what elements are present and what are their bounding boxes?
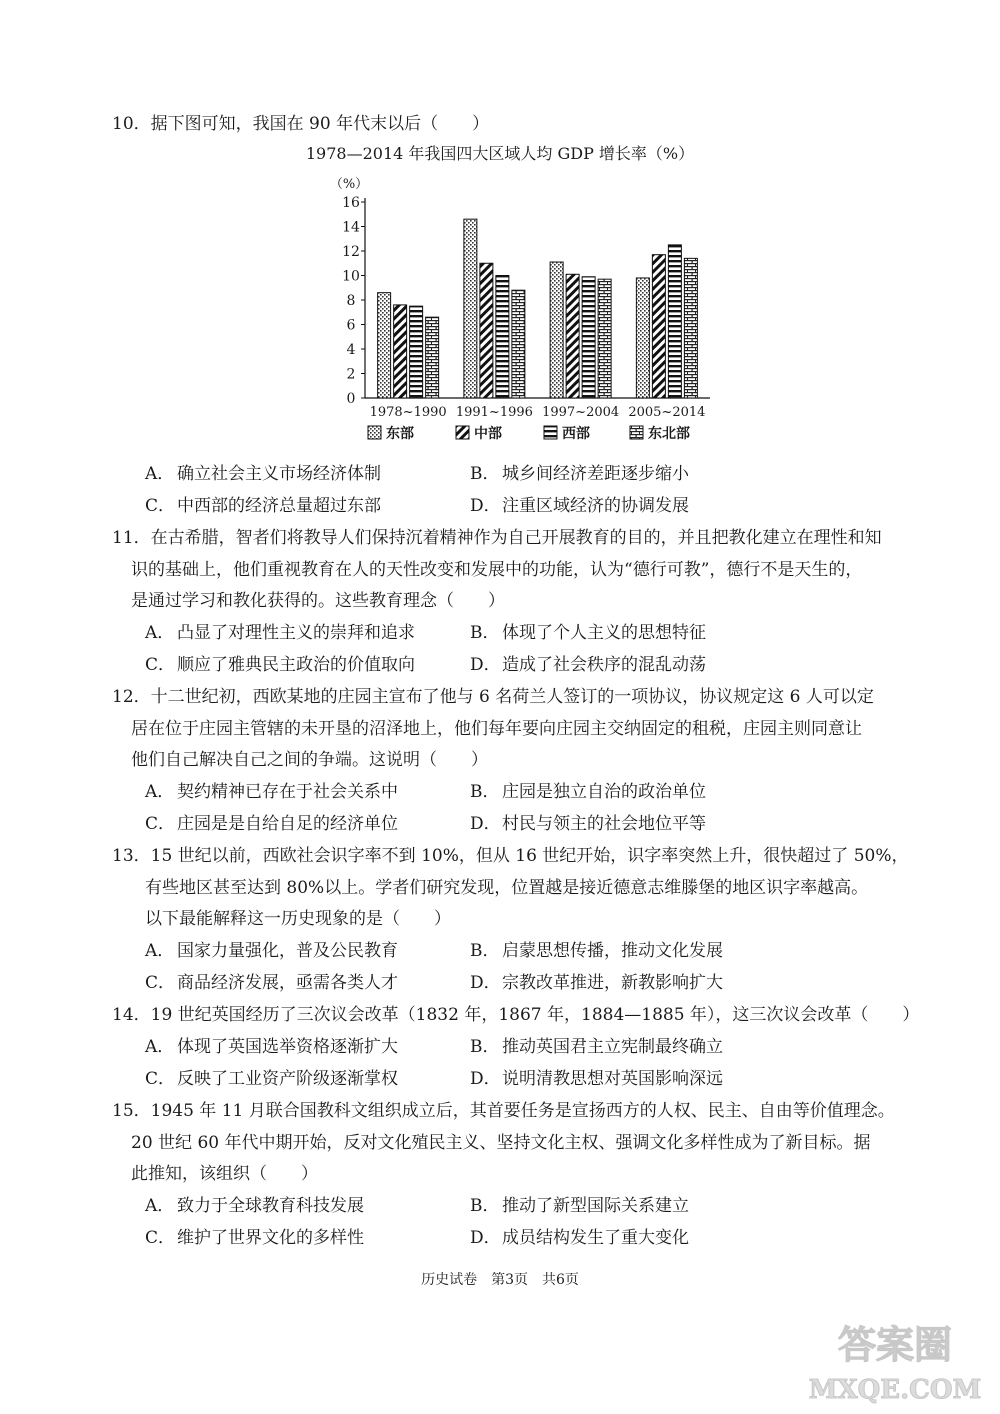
q12-option-a[interactable] — [145, 780, 398, 804]
option-text: 推动英国君主立宪制最终确立 — [502, 1037, 723, 1057]
bar — [668, 245, 681, 398]
option-key: D． — [470, 814, 501, 834]
option-text: 庄园是独立自治的政治单位 — [502, 782, 706, 802]
legend-swatch — [544, 426, 557, 439]
legend-label: 中部 — [474, 426, 502, 442]
y-tick-label: 0 — [346, 391, 356, 407]
q11-stem-line: 11．在古希腊，智者们将教导人们保持沉着精神作为自己开展教育的目的，并且把教化建立在理性和知 — [112, 528, 882, 548]
q10-option-a[interactable] — [145, 462, 381, 486]
q13-stem-line: 13．15 世纪以前，西欧社会识字率不到 10%，但从 16 世纪开始，识字率突然上升，很快超过了 50%， — [112, 846, 909, 866]
option-text: 国家力量强化，普及公民教育 — [177, 941, 398, 961]
chart-title: 1978—2014 年我国四大区域人均 GDP 增长率（%） — [305, 144, 695, 163]
q11-stem-line: 识的基础上，他们重视教育在人的天性改变和发展中的功能，认为“德行可教”，德行不是天生的， — [131, 560, 863, 580]
y-tick-label: 10 — [342, 268, 360, 285]
watermark-logo — [800, 1318, 990, 1406]
x-tick-label: 1991~1996 — [455, 405, 533, 420]
q15-option-d[interactable] — [470, 1226, 689, 1250]
option-text: 体现了个人主义的思想特征 — [502, 623, 706, 643]
option-key: C． — [145, 1228, 176, 1248]
bar — [598, 279, 611, 398]
bar — [480, 263, 493, 398]
q12-stem-line: 居在位于庄园主管辖的未开垦的沼泽地上，他们每年要向庄园主交纳固定的租税，庄园主则同意让 — [131, 719, 862, 739]
q14-option-c[interactable] — [145, 1067, 398, 1091]
legend-swatch — [368, 426, 381, 439]
option-key: B． — [470, 464, 500, 484]
watermark-bottom: MXQE.COM — [808, 1375, 982, 1405]
option-text: 推动了新型国际关系建立 — [502, 1196, 689, 1216]
option-text: 中西部的经济总量超过东部 — [177, 496, 381, 516]
gdp-growth-bar-chart — [320, 170, 720, 450]
q15-option-c[interactable] — [145, 1226, 364, 1250]
y-tick-label: 6 — [346, 317, 356, 334]
option-key: A． — [145, 941, 175, 961]
option-text: 维护了世界文化的多样性 — [177, 1228, 364, 1248]
option-key: B． — [470, 941, 500, 961]
bar — [394, 305, 407, 398]
option-key: C． — [145, 973, 176, 993]
bar — [684, 258, 697, 398]
legend-swatch — [456, 426, 469, 439]
q15-option-a[interactable] — [145, 1194, 364, 1218]
q11-option-c[interactable] — [145, 653, 415, 677]
option-text: 注重区域经济的协调发展 — [502, 496, 689, 516]
option-key: D． — [470, 655, 501, 675]
option-key: A． — [145, 1196, 175, 1216]
bar — [378, 293, 391, 398]
option-key: D． — [470, 973, 501, 993]
y-tick-label: 14 — [342, 219, 360, 236]
option-text: 庄园是是自给自足的经济单位 — [177, 814, 398, 834]
option-text: 体现了英国选举资格逐渐扩大 — [177, 1037, 398, 1057]
q14-option-a[interactable] — [145, 1035, 398, 1059]
q12-stem-line: 他们自己解决自己之间的争端。这说明（ ） — [131, 750, 488, 770]
y-tick-label: 2 — [346, 366, 356, 383]
option-key: D． — [470, 1228, 501, 1248]
y-tick-label: 4 — [346, 342, 356, 358]
option-key: C． — [145, 655, 176, 675]
option-text: 成员结构发生了重大变化 — [502, 1228, 689, 1248]
q13-option-c[interactable] — [145, 971, 398, 995]
bar — [496, 276, 509, 399]
bar — [410, 306, 423, 398]
option-text: 说明清教思想对英国影响深远 — [502, 1069, 723, 1089]
q12-stem-line: 12．十二世纪初，西欧某地的庄园主宣布了他与 6 名荷兰人签订的一项协议，协议规定这 6 人可以定 — [112, 687, 874, 707]
q10-option-c[interactable] — [145, 494, 381, 518]
y-tick-label: 16 — [342, 195, 360, 211]
option-text: 造成了社会秩序的混乱动荡 — [502, 655, 706, 675]
q13-stem-line: 有些地区甚至达到 80%以上。学者们研究发现，位置越是接近德意志维滕堡的地区识字率越高。 — [145, 878, 869, 898]
option-text: 致力于全球教育科技发展 — [177, 1196, 364, 1216]
bar — [512, 290, 525, 398]
q13-option-b[interactable] — [470, 939, 723, 963]
legend-label: 西部 — [562, 426, 590, 442]
page-footer: 历史试卷 第3页 共6页 — [421, 1272, 579, 1288]
option-text: 城乡间经济差距逐步缩小 — [502, 464, 689, 484]
option-key: B． — [470, 1196, 500, 1216]
option-key: A． — [145, 1037, 175, 1057]
y-tick-label: 12 — [342, 244, 360, 260]
q13-option-a[interactable] — [145, 939, 398, 963]
q14-stem-line: 14．19 世纪英国经历了三次议会改革（1832 年，1867 年，1884—1885 年），这三次议会改革（ ） — [112, 1005, 920, 1025]
option-key: C． — [145, 496, 176, 516]
legend-label: 东北部 — [648, 426, 690, 442]
option-key: C． — [145, 1069, 176, 1089]
q13-stem-line: 以下最能解释这一历史现象的是（ ） — [145, 909, 451, 929]
q15-stem-line: 此推知，该组织（ ） — [131, 1164, 318, 1184]
q13-option-d[interactable] — [470, 971, 723, 995]
bar — [582, 277, 595, 398]
bar — [566, 274, 579, 398]
option-key: A． — [145, 623, 175, 643]
option-key: B． — [470, 1037, 500, 1057]
q10-stem: 10．据下图可知，我国在 90 年代末以后（ ） — [112, 114, 490, 134]
option-text: 顺应了雅典民主政治的价值取向 — [177, 655, 415, 675]
option-key: C． — [145, 814, 176, 834]
q11-option-d[interactable] — [470, 653, 706, 677]
y-tick-label: 8 — [346, 293, 356, 309]
option-text: 启蒙思想传播，推动文化发展 — [502, 941, 723, 961]
q15-stem-line: 15．1945 年 11 月联合国教科文组织成立后，其首要任务是宣扬西方的人权、民主、自由等价值理念。 — [112, 1101, 895, 1121]
option-key: D． — [470, 496, 501, 516]
option-text: 确立社会主义市场经济体制 — [177, 464, 381, 484]
q11-option-b[interactable] — [470, 621, 706, 645]
option-key: B． — [470, 782, 500, 802]
q12-option-b[interactable] — [470, 780, 706, 804]
option-text: 反映了工业资产阶级逐渐掌权 — [177, 1069, 398, 1089]
option-text: 契约精神已存在于社会关系中 — [177, 782, 398, 802]
option-text: 宗教改革推进，新教影响扩大 — [502, 973, 723, 993]
bar — [464, 219, 477, 398]
option-text: 商品经济发展，亟需各类人才 — [177, 973, 398, 993]
option-text: 凸显了对理性主义的崇拜和追求 — [177, 623, 415, 643]
q14-option-d[interactable] — [470, 1067, 723, 1091]
x-tick-label: 1997~2004 — [542, 405, 620, 420]
q14-option-b[interactable] — [470, 1035, 723, 1059]
legend-label: 东部 — [386, 426, 414, 442]
bar — [550, 262, 563, 398]
q11-stem-line: 是通过学习和教化获得的。这些教育理念（ ） — [131, 591, 505, 611]
q12-option-d[interactable] — [470, 812, 706, 836]
q10-option-d[interactable] — [470, 494, 689, 518]
y-axis-label: （%） — [329, 177, 369, 192]
q15-option-b[interactable] — [470, 1194, 689, 1218]
q10-option-b[interactable] — [470, 462, 689, 486]
x-tick-label: 2005~2014 — [628, 405, 706, 420]
option-key: B． — [470, 623, 500, 643]
bar — [636, 278, 649, 398]
x-tick-label: 1978~1990 — [369, 405, 447, 420]
bar — [426, 317, 439, 398]
q15-stem-line: 20 世纪 60 年代中期开始，反对文化殖民主义、坚持文化主权、强调文化多样性成为了新目标。据 — [131, 1133, 871, 1153]
watermark-top: 答案圈 — [837, 1322, 953, 1367]
q11-option-a[interactable] — [145, 621, 415, 645]
legend-swatch — [630, 426, 643, 439]
bar — [652, 255, 665, 398]
option-text: 村民与领主的社会地位平等 — [502, 814, 706, 834]
q12-option-c[interactable] — [145, 812, 398, 836]
option-key: A． — [145, 464, 175, 484]
option-key: D． — [470, 1069, 501, 1089]
option-key: A． — [145, 782, 175, 802]
